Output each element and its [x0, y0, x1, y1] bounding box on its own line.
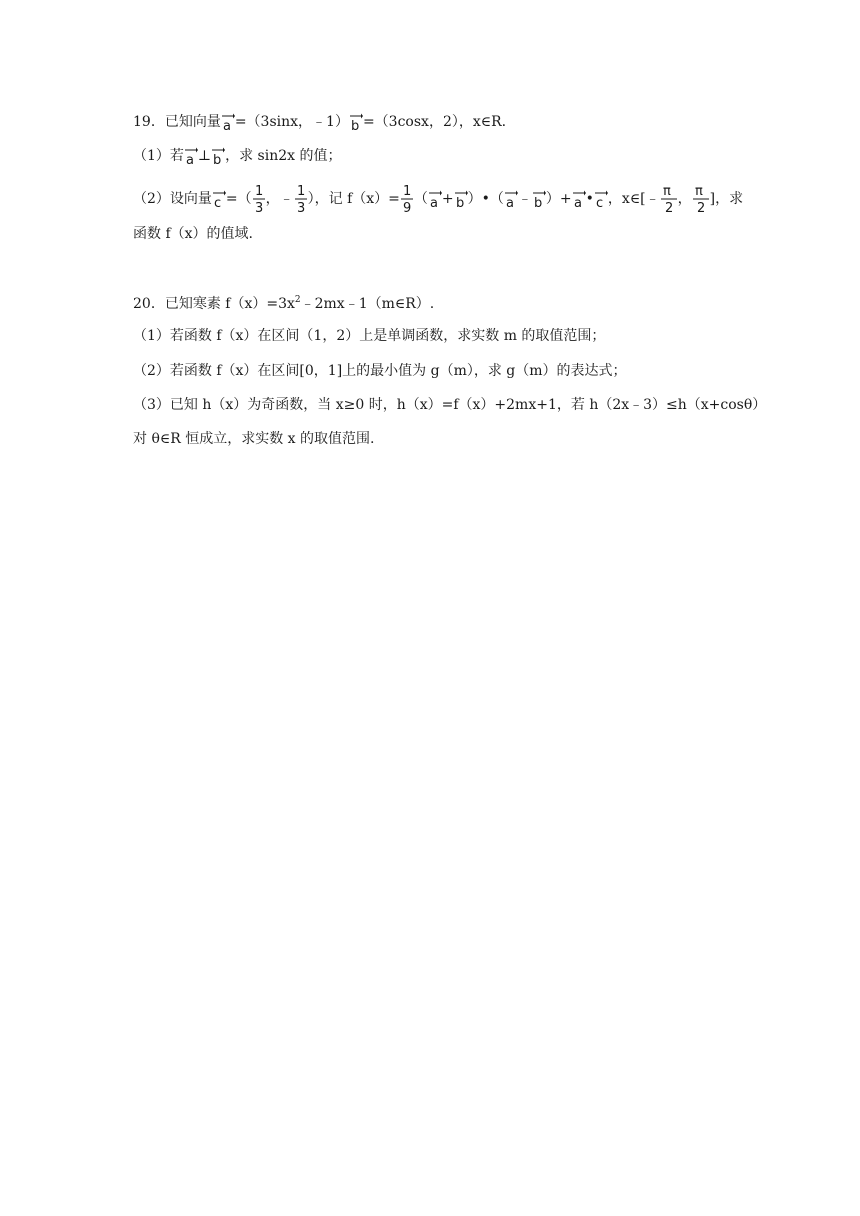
vector-a-value: =（3sinx，﹣1） — [234, 114, 349, 130]
q20-exponent: 2 — [294, 295, 301, 305]
q19-part2 — [133, 182, 743, 216]
frac-num: 1 — [254, 184, 263, 199]
q20-stem-rest: ﹣2mx﹣1（m∈R）. — [300, 296, 435, 312]
frac-num: 1 — [402, 184, 412, 199]
dot-operator-2: • — [585, 191, 594, 207]
vector-b-letter: b — [350, 119, 360, 132]
vector-a-symbol-p1 — [184, 146, 198, 166]
frac-den: 2 — [696, 201, 705, 216]
c-close: ），记 f（x）= — [307, 191, 400, 207]
fraction-one-third — [252, 182, 266, 216]
q20-number: 20． — [133, 296, 165, 312]
q20-stem-text: 已知寒素 f（x）=3x — [164, 296, 295, 312]
q20-part3-line1: （3）已知 h（x）为奇函数，当 x≥0 时，h（x）=f（x）+2mx+1，若 h（2x﹣3）≤h（x+cosθ） — [133, 397, 767, 413]
q19-stem — [133, 112, 506, 132]
dot-operator: • — [481, 191, 490, 207]
vector-b-symbol-p1 — [211, 146, 225, 166]
vector-b-symbol-diff — [532, 189, 546, 209]
q19-p1-prefix: （1）若 — [133, 148, 184, 164]
vector-a-symbol-diff — [504, 189, 518, 209]
open-paren-2: （ — [489, 191, 504, 207]
perpendicular-symbol: ⊥ — [197, 148, 212, 164]
q19-part2-line2: 函数 f（x）的值域. — [133, 226, 253, 242]
x-range-prefix: ，x∈[﹣ — [607, 191, 660, 207]
frac-den: 3 — [296, 201, 305, 216]
vector-c-symbol-dot — [594, 189, 608, 209]
vector-c-letter-dot: c — [595, 196, 604, 209]
vector-a-letter-dot: a — [573, 196, 582, 209]
open-paren: （ — [413, 191, 428, 207]
fraction-one-third-neg — [294, 182, 308, 216]
vector-a-symbol-sum — [428, 189, 442, 209]
frac-den: 2 — [664, 201, 673, 216]
vector-b-symbol — [349, 112, 363, 132]
vector-b-letter-p1: b — [213, 153, 222, 166]
frac-den: 3 — [254, 201, 263, 216]
vector-a-symbol — [221, 112, 235, 132]
q20-part2: （2）若函数 f（x）在区间[0，1]上的最小值为 g（m），求 g（m）的表达式； — [133, 363, 627, 379]
c-eq: =（ — [225, 191, 252, 207]
vector-a-symbol-dot — [572, 189, 586, 209]
vector-b-letter-sum: b — [455, 196, 464, 209]
vector-b-letter-diff: b — [533, 196, 543, 209]
plus-sign: + — [441, 191, 454, 207]
close-paren-2: ） — [545, 191, 560, 207]
q19-p2-prefix: （2）设向量 — [133, 191, 212, 207]
q20-part1: （1）若函数 f（x）在区间（1，2）上是单调函数，求实数 m 的取值范围； — [133, 328, 606, 344]
q19-p1-suffix: ，求 sin2x 的值； — [225, 148, 342, 164]
fraction-pi-over-2-neg — [660, 182, 678, 216]
frac-num: π — [694, 184, 703, 199]
fraction-one-ninth — [400, 182, 414, 216]
vector-c-symbol — [212, 189, 226, 209]
range-comma: ， — [677, 191, 692, 207]
frac-den: 9 — [402, 201, 412, 216]
vector-a-letter: a — [222, 119, 231, 132]
close-paren: ） — [467, 191, 482, 207]
frac-num: π — [662, 184, 671, 199]
minus-sign: ﹣ — [517, 191, 532, 207]
q20-stem — [133, 290, 434, 314]
vector-b-value: =（3cosx，2），x∈R. — [362, 114, 507, 130]
plus-sign-2: + — [559, 191, 572, 207]
q19-number: 19． — [133, 114, 165, 130]
vector-a-letter-sum: a — [429, 196, 438, 209]
q20-part3-line2: 对 θ∈R 恒成立，求实数 x 的取值范围. — [133, 431, 375, 447]
frac-num: 1 — [296, 184, 305, 199]
vector-a-letter-p1: a — [185, 153, 194, 166]
vector-c-letter: c — [213, 196, 222, 209]
vector-a-letter-diff: a — [505, 196, 514, 209]
q19-part1 — [133, 146, 341, 166]
comma-neg: ，﹣ — [265, 191, 294, 207]
fraction-pi-over-2 — [692, 182, 710, 216]
vector-b-symbol-sum — [454, 189, 468, 209]
range-close: ]，求 — [709, 191, 744, 207]
q19-stem-prefix: 已知向量 — [164, 114, 221, 130]
